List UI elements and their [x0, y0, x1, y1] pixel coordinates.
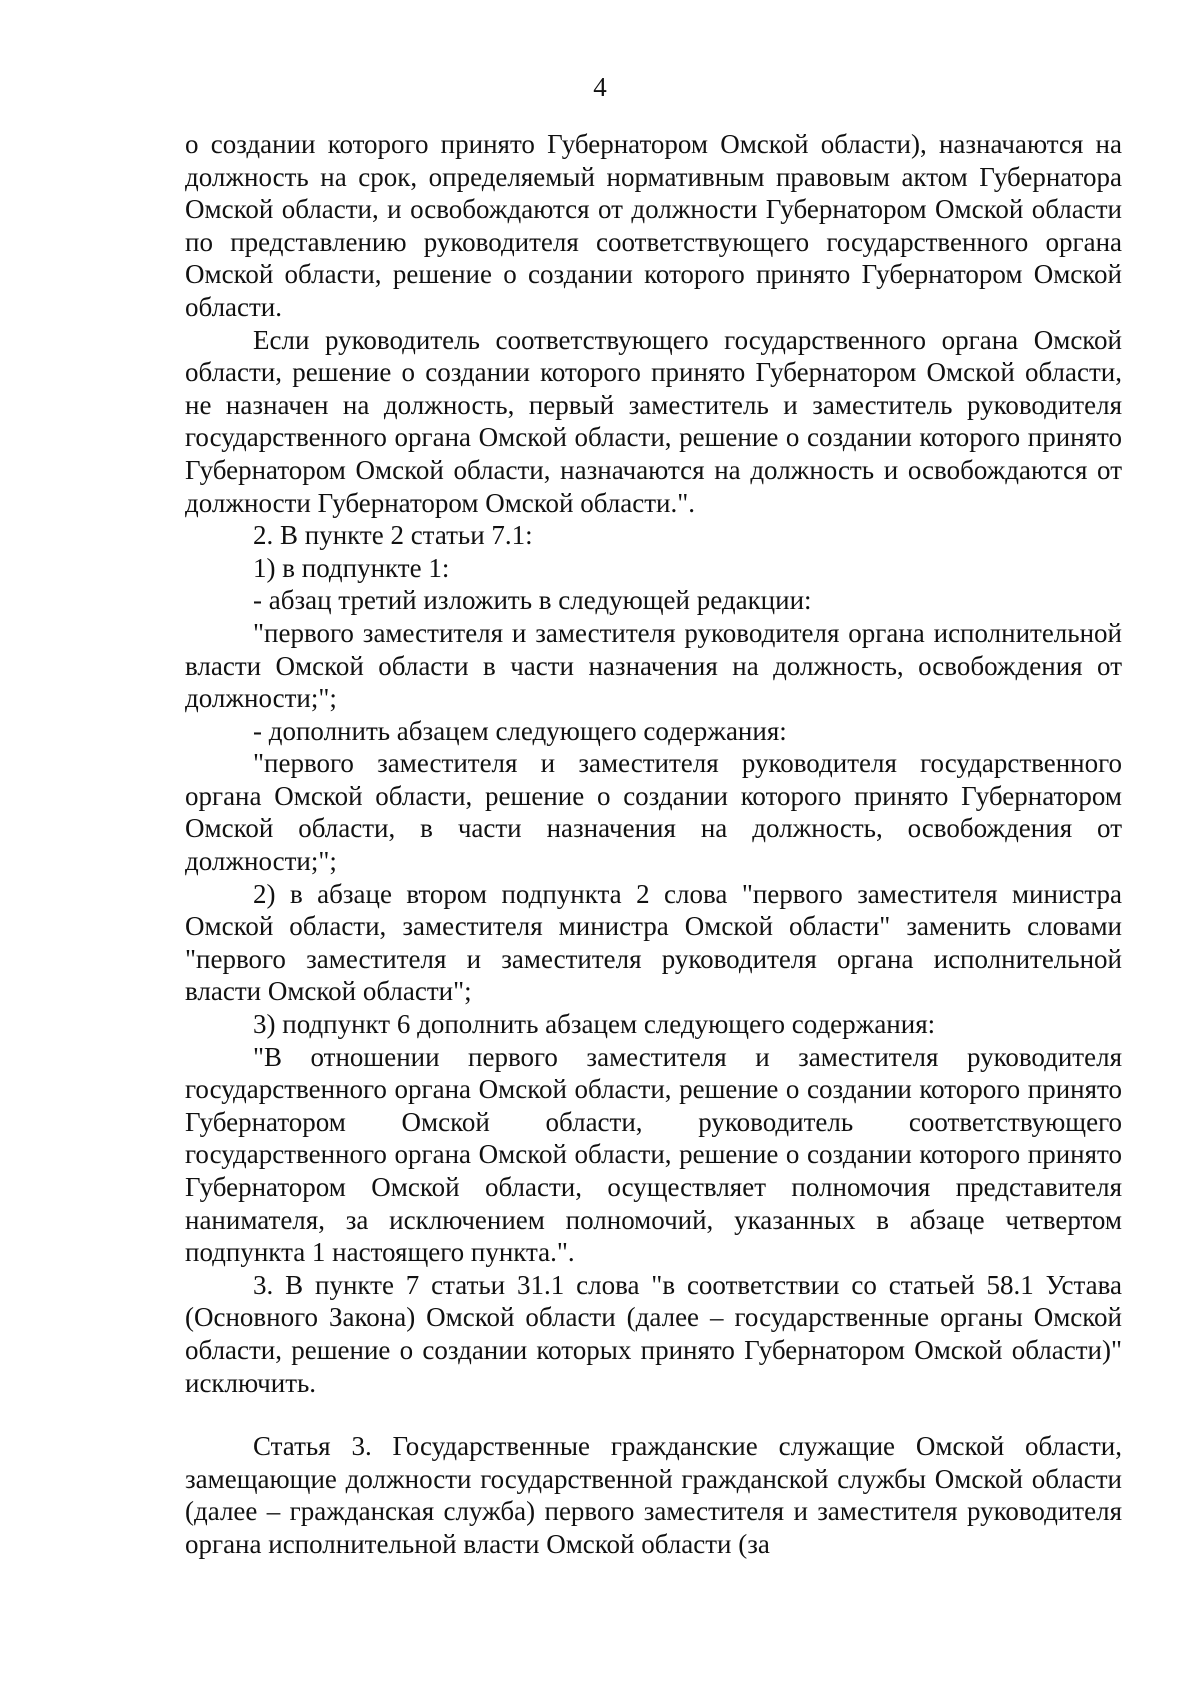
paragraph: "первого заместителя и заместителя руководителя государственного органа Омской области, решение о создании которого принято Губернатором Омской области, в части назначения на должность, освобождения от должности;";: [185, 748, 1122, 877]
paragraph: Если руководитель соответствующего государственного органа Омской области, решение о создании которого принято Губернатором Омской области, не назначен на должность, первый заместитель и заместитель руководителя государственного органа Омской области, решение о создании которого принято Губернатором Омской области, назначаются на должность и освобождаются от должности Губернатором Омской области.".: [185, 324, 1122, 518]
paragraph: - дополнить абзацем следующего содержания:: [253, 715, 787, 746]
paragraph: - абзац третий изложить в следующей редакции:: [253, 585, 812, 616]
paragraph: "первого заместителя и заместителя руководителя органа исполнительной власти Омской области в части назначения на должность, освобождения от должности;";: [185, 617, 1122, 714]
paragraph: 2. В пункте 2 статьи 7.1:: [253, 520, 533, 551]
page-number: 4: [593, 72, 607, 102]
document-body: [185, 128, 1122, 1561]
paragraph: о создании которого принято Губернатором Омской области), назначаются на должность на срок, определяемый нормативным правовым актом Губернатора Омской области, и освобождаются от должности Губернатором Омской области по представлению руководителя соответствующего государственного органа Омской области, решение о создании которого принято Губернатором Омской области.: [185, 129, 1122, 322]
paragraph: 3. В пункте 7 статьи 31.1 слова "в соответствии со статьей 58.1 Устава (Основного Закона) Омской области (далее – государственные органы Омской области, решение о создании которых принято Губернатором Омской области)" исключить.: [185, 1269, 1122, 1398]
paragraph: 1) в подпункте 1:: [253, 552, 450, 583]
paragraph: 3) подпункт 6 дополнить абзацем следующего содержания:: [253, 1009, 936, 1040]
paragraph: Статья 3. Государственные гражданские служащие Омской области, замещающие должности государственной гражданской службы Омской области (далее – гражданская служба) первого заместителя и заместителя руководителя органа исполнительной власти Омской области (за: [185, 1431, 1122, 1559]
paragraph: "В отношении первого заместителя и заместителя руководителя государственного органа Омской области, решение о создании которого принято Губернатором Омской области, руководитель соответствующего государственного органа Омской области, решение о создании которого принято Губернатором Омской области, осуществляет полномочия представителя нанимателя, за исключением полномочий, указанных в абзаце четвертом подпункта 1 настоящего пункта.".: [185, 1041, 1122, 1268]
paragraph: 2) в абзаце втором подпункта 2 слова "первого заместителя министра Омской области, заместителя министра Омской области" заменить словами "первого заместителя и заместителя руководителя органа исполнительной власти Омской области";: [185, 878, 1122, 1007]
